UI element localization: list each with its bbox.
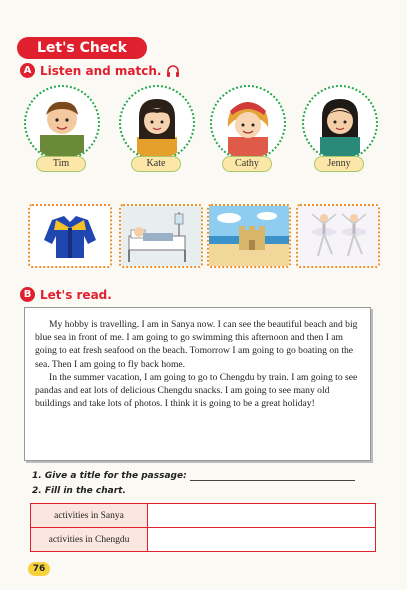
avatar (302, 85, 378, 161)
ballet-dancer-icon (298, 206, 378, 266)
avatar (119, 85, 195, 161)
chart-answer-cell[interactable] (148, 504, 376, 528)
section-banner: Let's Check (17, 37, 147, 59)
table-row (31, 504, 376, 528)
section-b-badge: B (20, 287, 35, 302)
question-2: 2. Fill in the chart. (32, 486, 126, 496)
sandcastle-icon (209, 206, 289, 266)
section-a-heading (20, 63, 180, 78)
title-answer-line[interactable] (190, 480, 355, 481)
character-kate[interactable] (119, 85, 193, 169)
character-name-label: Cathy (222, 156, 272, 172)
avatar (24, 85, 100, 161)
headphones-icon[interactable] (166, 64, 180, 78)
activities-chart (30, 503, 376, 552)
character-name-label: Kate (131, 156, 181, 172)
passage-paragraph: My hobby is travelling. I am in Sanya now. I can see the beautiful beach and big blue sea in front of me. I am going to go swimming this afternoon and then I am going to eat fresh seafood on the beach. Tomorrow I am going to go boating on the sea. Then I am going to fly back home. (35, 319, 358, 370)
jacket-icon (30, 206, 110, 266)
picture-hospital[interactable] (119, 204, 203, 268)
table-row (31, 528, 376, 552)
section-b-heading (20, 287, 112, 302)
character-name-label: Tim (36, 156, 86, 172)
chart-row-label: activities in Chengdu (31, 528, 148, 552)
hospital-bed-icon (121, 206, 201, 266)
section-a-badge: A (20, 63, 35, 78)
picture-ballet[interactable] (296, 204, 380, 268)
question-1: 1. Give a title for the passage: (32, 471, 187, 481)
picture-jacket[interactable] (28, 204, 112, 268)
section-a-title: Listen and match. (40, 63, 162, 78)
avatar (210, 85, 286, 161)
passage-paragraph: In the summer vacation, I am going to go to Chengdu by train. I am going to see pandas and eat lots of delicious Chengdu snacks. I am going to see many old buildings and take lots of photos. I think it is going to be a great holiday! (35, 371, 358, 410)
page-number: 76 (28, 562, 50, 576)
character-jenny[interactable] (302, 85, 376, 169)
chart-row-label: activities in Sanya (31, 504, 148, 528)
chart-answer-cell[interactable] (148, 528, 376, 552)
picture-beach[interactable] (207, 204, 291, 268)
reading-passage-box (24, 307, 371, 461)
reading-passage (35, 318, 360, 410)
section-b-title: Let's read. (40, 287, 112, 302)
character-tim[interactable] (24, 85, 98, 169)
character-name-label: Jenny (314, 156, 364, 172)
character-cathy[interactable] (210, 85, 284, 169)
